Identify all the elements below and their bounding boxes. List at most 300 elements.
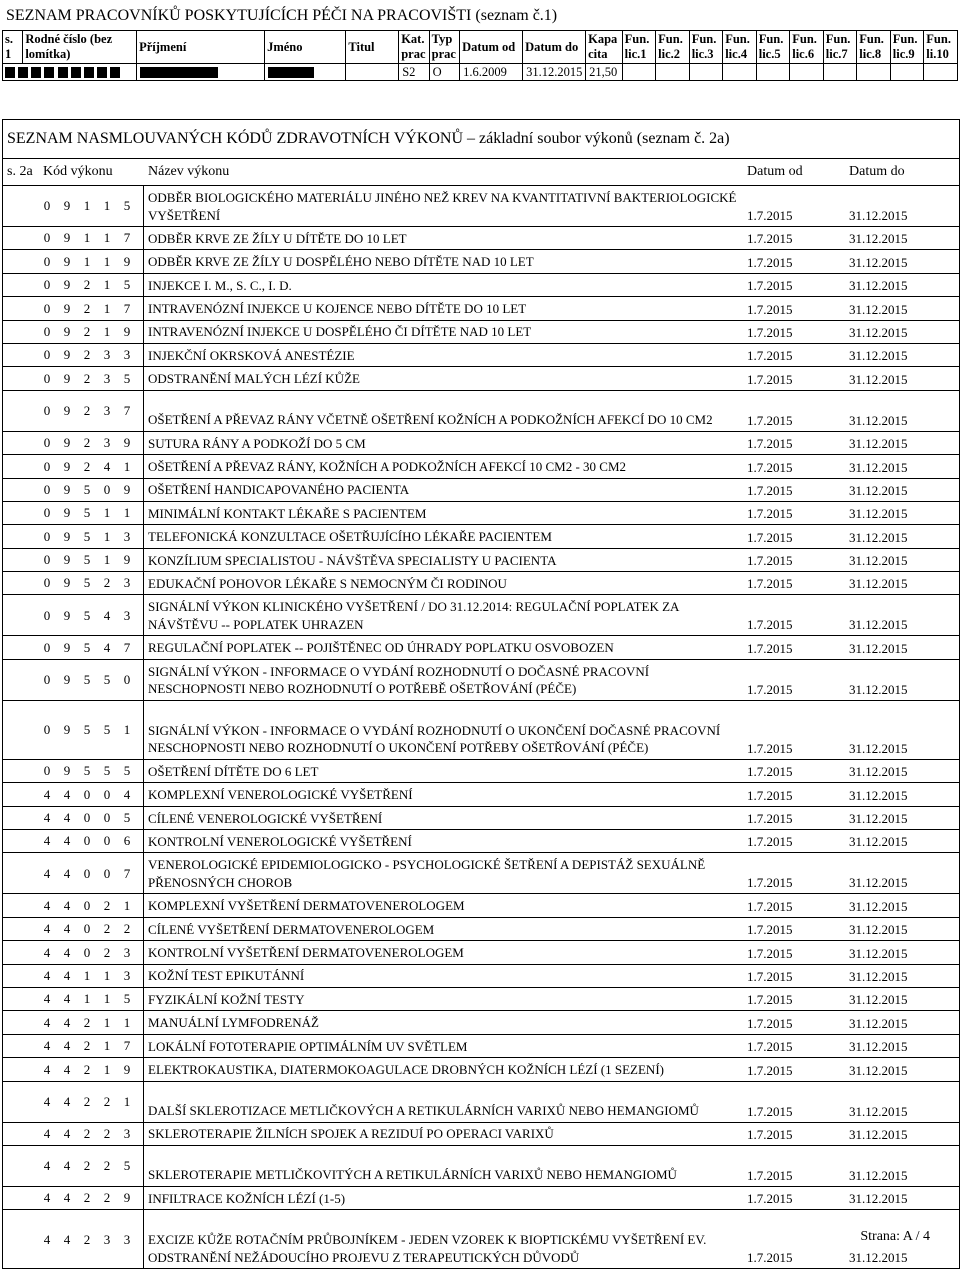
col-datum-do: Datum do [523, 31, 586, 64]
col-fun5: Fun. lic.5 [756, 31, 790, 64]
code-digit: 4 [63, 1231, 71, 1247]
procedure-name: KOŽNÍ TEST EPIKUTÁNNÍ [148, 968, 305, 984]
codes-col-kod: Kód výkonu [43, 164, 113, 179]
code-digit: 4 [63, 810, 71, 826]
code-digits [3, 371, 143, 388]
procedure-name: EDUKAČNÍ POHOVOR LÉKAŘE S NEMOCNÝM ČI RODINOU [148, 575, 507, 591]
code-digit: 1 [103, 1014, 111, 1030]
date-to: 31.12.2015 [849, 278, 908, 294]
procedure-name: CÍLENÉ VENEROLOGICKÉ VYŠETŘENÍ [148, 810, 383, 826]
date-to: 31.12.2015 [849, 1191, 908, 1207]
date-to: 31.12.2015 [849, 459, 908, 475]
code-digit: 9 [63, 300, 71, 316]
code-digit: 0 [43, 253, 51, 269]
code-row [3, 227, 959, 250]
code-digits [3, 945, 143, 962]
code-digit: 1 [83, 967, 91, 983]
kat-cell: S2 [399, 64, 429, 81]
code-digit: 9 [63, 277, 71, 293]
code-row [3, 297, 959, 320]
date-from: 1.7.2015 [747, 301, 793, 317]
code-divider [143, 1123, 144, 1145]
code-row [3, 830, 959, 853]
code-divider [143, 965, 144, 987]
procedure-name: DALŠÍ SKLEROTIZACE METLIČKOVÝCH A RETIKULÁRNÍCH VARIXŮ NEBO HEMANGIOMŮ [148, 1103, 699, 1119]
code-digits [3, 763, 143, 780]
code-digit: 2 [103, 1125, 111, 1141]
fun-cell [823, 64, 857, 81]
code-divider [143, 367, 144, 389]
procedure-name: KONTROLNÍ VYŠETŘENÍ DERMATOVENEROLOGEM [148, 945, 464, 961]
code-divider [143, 988, 144, 1010]
code-divider [143, 1146, 144, 1186]
procedure-name: ODSTRANĚNÍ MALÝCH LÉZÍ KŮŽE [148, 371, 360, 387]
code-digits [3, 1038, 143, 1055]
code-divider [143, 636, 144, 658]
date-from: 1.7.2015 [747, 640, 793, 656]
code-divider [143, 1058, 144, 1080]
code-digit: 1 [83, 991, 91, 1007]
procedure-name: LOKÁLNÍ FOTOTERAPIE OPTIMÁLNÍM UV SVĚTLEM [148, 1038, 468, 1054]
code-divider [143, 297, 144, 319]
code-digit: 5 [83, 763, 91, 779]
code-digit: 9 [63, 253, 71, 269]
code-divider [143, 660, 144, 700]
code-divider [143, 807, 144, 829]
date-to: 31.12.2015 [849, 992, 908, 1008]
code-digit: 1 [123, 1014, 131, 1030]
date-to: 31.12.2015 [849, 576, 908, 592]
code-digit: 5 [83, 552, 91, 568]
redaction-block [97, 67, 107, 78]
procedure-name: ELEKTROKAUSTIKA, DIATERMOKOAGULACE DROBNÝCH KOŽNÍCH LÉZÍ (1 SEZENÍ) [148, 1062, 664, 1078]
date-from: 1.7.2015 [747, 506, 793, 522]
date-to: 31.12.2015 [849, 412, 908, 428]
code-digit: 1 [123, 505, 131, 521]
code-digits [3, 435, 143, 452]
procedure-name: KOMPLEXNÍ VYŠETŘENÍ DERMATOVENEROLOGEM [148, 898, 465, 914]
code-digit: 3 [123, 607, 131, 623]
code-digit: 4 [43, 1093, 51, 1109]
codes-list [3, 186, 959, 1268]
date-from: 1.7.2015 [747, 922, 793, 938]
code-divider [143, 572, 144, 594]
code-digit: 0 [83, 810, 91, 826]
date-from: 1.7.2015 [747, 992, 793, 1008]
date-to: 31.12.2015 [849, 617, 908, 633]
fun-cell [756, 64, 790, 81]
date-from: 1.7.2015 [747, 553, 793, 569]
code-digit: 1 [123, 458, 131, 474]
procedure-name: CÍLENÉ VYŠETŘENÍ DERMATOVENEROLOGEM [148, 921, 435, 937]
code-digit: 4 [63, 921, 71, 937]
code-row [3, 186, 959, 227]
code-digit: 9 [123, 253, 131, 269]
code-digits [3, 277, 143, 294]
code-digit: 9 [63, 370, 71, 386]
codes-section [2, 119, 960, 1269]
code-digit: 1 [123, 722, 131, 738]
code-digit: 4 [63, 833, 71, 849]
date-to: 31.12.2015 [849, 1167, 908, 1183]
code-digit: 4 [63, 786, 71, 802]
procedure-name: INFILTRACE KOŽNÍCH LÉZÍ (1-5) [148, 1190, 346, 1206]
code-digit: 0 [43, 552, 51, 568]
date-from: 1.7.2015 [747, 740, 793, 756]
code-digit: 2 [123, 921, 131, 937]
code-divider [143, 525, 144, 547]
code-row [3, 1187, 959, 1210]
redaction-block [58, 67, 68, 78]
code-digit: 6 [123, 833, 131, 849]
code-digit: 4 [63, 967, 71, 983]
code-digit: 0 [43, 763, 51, 779]
code-row [3, 391, 959, 432]
date-from: 1.7.2015 [747, 324, 793, 340]
code-row [3, 783, 959, 806]
code-digit: 0 [43, 458, 51, 474]
code-digit: 0 [103, 865, 111, 881]
codes-header-row [3, 159, 959, 186]
staff-row [3, 64, 958, 81]
procedure-name: KONZÍLIUM SPECIALISTOU - NÁVŠTĚVA SPECIALISTY U PACIENTA [148, 552, 557, 568]
code-digit: 2 [83, 1014, 91, 1030]
code-digit: 0 [103, 786, 111, 802]
redaction-block [84, 67, 94, 78]
code-digit: 1 [103, 528, 111, 544]
code-digit: 0 [43, 230, 51, 246]
code-digit: 5 [123, 763, 131, 779]
code-divider [143, 853, 144, 893]
code-digit: 4 [43, 1190, 51, 1206]
code-digit: 4 [63, 1014, 71, 1030]
code-row [3, 760, 959, 783]
code-digit: 1 [103, 230, 111, 246]
code-digit: 5 [83, 722, 91, 738]
code-digit: 1 [83, 253, 91, 269]
code-digit: 2 [83, 1158, 91, 1174]
date-from: 1.7.2015 [747, 1015, 793, 1031]
code-digit: 2 [103, 1190, 111, 1206]
code-digit: 1 [103, 505, 111, 521]
code-digit: 9 [63, 323, 71, 339]
code-digit: 2 [83, 1038, 91, 1054]
code-divider [143, 502, 144, 524]
datum-od-cell: 1.6.2009 [460, 64, 523, 81]
code-divider [143, 186, 144, 226]
code-digits [3, 1062, 143, 1079]
code-digit: 2 [83, 347, 91, 363]
date-to: 31.12.2015 [849, 348, 908, 364]
code-divider [143, 344, 144, 366]
date-from: 1.7.2015 [747, 811, 793, 827]
code-digit: 1 [103, 1038, 111, 1054]
code-digit: 0 [83, 897, 91, 913]
code-divider [143, 1011, 144, 1033]
procedure-name: TELEFONICKÁ KONZULTACE OŠETŘUJÍCÍHO LÉKAŘE PACIENTEM [148, 529, 552, 545]
code-digit: 5 [83, 607, 91, 623]
procedure-name: SKLEROTERAPIE METLIČKOVITÝCH A RETIKULÁRNÍCH VARIXŮ NEBO HEMANGIOMŮ [148, 1167, 677, 1183]
code-digits [3, 810, 143, 827]
code-digit: 5 [83, 505, 91, 521]
code-digit: 4 [63, 1190, 71, 1206]
code-digit: 1 [83, 230, 91, 246]
code-digit: 4 [43, 1231, 51, 1247]
code-digits [3, 254, 143, 271]
code-digit: 5 [83, 481, 91, 497]
code-digit: 3 [123, 967, 131, 983]
code-divider [143, 227, 144, 249]
date-to: 31.12.2015 [849, 834, 908, 850]
procedure-name: FYZIKÁLNÍ KOŽNÍ TESTY [148, 991, 305, 1007]
col-prijmeni: Příjmení [137, 31, 265, 64]
code-digit: 4 [63, 1061, 71, 1077]
date-to: 31.12.2015 [849, 1126, 908, 1142]
date-to: 31.12.2015 [849, 764, 908, 780]
code-divider [143, 1035, 144, 1057]
code-digit: 3 [123, 1125, 131, 1141]
procedure-name: OŠETŘENÍ A PŘEVAZ RÁNY, KOŽNÍCH A PODKOŽNÍCH AFEKCÍ 10 CM2 - 30 CM2 [148, 459, 627, 475]
code-row [3, 1035, 959, 1058]
code-digits [3, 403, 143, 420]
code-digit: 4 [103, 607, 111, 623]
procedure-name: OŠETŘENÍ A PŘEVAZ RÁNY VČETNĚ OŠETŘENÍ KOŽNÍCH A PODKOŽNÍCH AFEKCÍ DO 10 CM2 [148, 412, 713, 428]
code-digit: 0 [83, 944, 91, 960]
code-digits [3, 459, 143, 476]
code-digit: 2 [83, 277, 91, 293]
procedure-name: INTRAVENÓZNÍ INJEKCE U KOJENCE NEBO DÍTĚTE DO 10 LET [148, 301, 527, 317]
date-from: 1.7.2015 [747, 1191, 793, 1207]
code-row [3, 660, 959, 701]
date-to: 31.12.2015 [849, 811, 908, 827]
procedure-name: INTRAVENÓZNÍ INJEKCE U DOSPĚLÉHO ČI DÍTĚTE NAD 10 LET [148, 324, 532, 340]
code-digit: 0 [43, 528, 51, 544]
code-digit: 5 [123, 370, 131, 386]
code-digit: 4 [43, 944, 51, 960]
codes-col-nazev: Název výkonu [148, 164, 230, 179]
procedure-name: EXCIZE KŮŽE ROTAČNÍM PRŮBOJNÍKEM - JEDEN VZOREK K BIOPTICKÉMU VYŠETŘENÍ EV. ODSTRANĚNÍ NEŽÁDOUCÍHO PROJEVU Z TERAPEUTICKÝCH DŮVODŮ [148, 1232, 707, 1265]
code-digits [3, 1190, 143, 1207]
date-from: 1.7.2015 [747, 482, 793, 498]
col-kapacita: Kapa cita [586, 31, 623, 64]
code-digits [3, 968, 143, 985]
date-to: 31.12.2015 [849, 208, 908, 223]
code-digit: 4 [43, 810, 51, 826]
date-to: 31.12.2015 [849, 506, 908, 522]
code-digit: 0 [83, 921, 91, 937]
code-row [3, 250, 959, 273]
date-to: 31.12.2015 [849, 436, 908, 452]
date-to: 31.12.2015 [849, 1039, 908, 1055]
code-digit: 4 [43, 1038, 51, 1054]
code-digit: 3 [103, 1231, 111, 1247]
date-from: 1.7.2015 [747, 1126, 793, 1142]
code-digit: 5 [103, 763, 111, 779]
code-divider [143, 1210, 144, 1268]
code-row [3, 1146, 959, 1187]
code-digit: 1 [123, 1093, 131, 1109]
code-divider [143, 549, 144, 571]
code-digits [3, 866, 143, 883]
col-fun10: Fun. li.10 [924, 31, 958, 64]
procedure-name: MINIMÁLNÍ KONTAKT LÉKAŘE S PACIENTEM [148, 505, 427, 521]
code-digit: 4 [63, 1158, 71, 1174]
code-digits [3, 1126, 143, 1143]
code-row [3, 549, 959, 572]
code-digit: 3 [103, 347, 111, 363]
code-divider [143, 918, 144, 940]
date-from: 1.7.2015 [747, 348, 793, 364]
typ-cell: O [429, 64, 459, 81]
redaction-block [44, 67, 54, 78]
code-digit: 4 [43, 833, 51, 849]
fun-cell [656, 64, 690, 81]
code-digit: 5 [123, 810, 131, 826]
col-fun6: Fun. lic.6 [790, 31, 824, 64]
code-digit: 0 [83, 865, 91, 881]
code-divider [143, 760, 144, 782]
code-digits [3, 482, 143, 499]
code-digit: 4 [43, 786, 51, 802]
date-to: 31.12.2015 [849, 1250, 908, 1266]
code-digit: 4 [63, 1093, 71, 1109]
code-digit: 1 [103, 300, 111, 316]
date-to: 31.12.2015 [849, 553, 908, 569]
procedure-name: KONTROLNÍ VENEROLOGICKÉ VYŠETŘENÍ [148, 833, 412, 849]
date-to: 31.12.2015 [849, 640, 908, 656]
code-digit: 0 [43, 198, 51, 214]
date-from: 1.7.2015 [747, 764, 793, 780]
date-from: 1.7.2015 [747, 681, 793, 697]
code-digit: 5 [103, 722, 111, 738]
code-digit: 1 [83, 198, 91, 214]
code-divider [143, 1082, 144, 1122]
code-digit: 9 [63, 198, 71, 214]
date-from: 1.7.2015 [747, 529, 793, 545]
code-digit: 9 [63, 481, 71, 497]
code-digit: 9 [63, 552, 71, 568]
date-from: 1.7.2015 [747, 945, 793, 961]
code-digits [3, 898, 143, 915]
procedure-name: OŠETŘENÍ HANDICAPOVANÉHO PACIENTA [148, 482, 410, 498]
code-digit: 0 [43, 481, 51, 497]
code-digit: 2 [83, 1093, 91, 1109]
codes-col-sn: s. 2a [7, 164, 33, 179]
code-digits [3, 324, 143, 341]
date-to: 31.12.2015 [849, 1062, 908, 1078]
code-digits [3, 575, 143, 592]
code-digit: 2 [103, 575, 111, 591]
code-digit: 5 [83, 672, 91, 688]
code-divider [143, 455, 144, 477]
procedure-name: SKLEROTERAPIE ŽILNÍCH SPOJEK A REZIDUÍ PO OPERACI VARIXŮ [148, 1126, 554, 1142]
date-from: 1.7.2015 [747, 254, 793, 270]
code-digit: 2 [83, 323, 91, 339]
code-digit: 4 [103, 458, 111, 474]
code-digits [3, 833, 143, 850]
date-to: 31.12.2015 [849, 922, 908, 938]
col-fun1: Fun. lic.1 [622, 31, 656, 64]
code-digits [3, 552, 143, 569]
col-rodne-cislo: Rodné číslo (bez lomítka) [23, 31, 137, 64]
code-divider [143, 321, 144, 343]
col-datum-od: Datum od [460, 31, 523, 64]
code-digit: 0 [83, 786, 91, 802]
code-digit: 0 [43, 402, 51, 418]
code-digit: 4 [63, 1125, 71, 1141]
code-divider [143, 391, 144, 431]
fun-cell [622, 64, 656, 81]
code-digit: 2 [103, 944, 111, 960]
redacted-surname-cell [137, 64, 265, 81]
code-digits [3, 529, 143, 546]
code-digit: 0 [43, 722, 51, 738]
procedure-name: ODBĚR BIOLOGICKÉHO MATERIÁLU JINÉHO NEŽ KREV NA KVANTITATIVNÍ BAKTERIOLOGICKÉ VYŠETŘENÍ [148, 190, 737, 223]
code-digits [3, 1158, 143, 1175]
code-divider [143, 701, 144, 759]
col-kat: Kat. prac [399, 31, 429, 64]
code-digit: 1 [103, 991, 111, 1007]
code-digit: 7 [123, 300, 131, 316]
procedure-name: ODBĚR KRVE ZE ŽÍLY U DÍTĚTE DO 10 LET [148, 230, 407, 246]
date-from: 1.7.2015 [747, 787, 793, 803]
code-digit: 4 [63, 1038, 71, 1054]
code-digit: 0 [43, 505, 51, 521]
code-divider [143, 894, 144, 916]
fun-cell [890, 64, 924, 81]
code-digit: 1 [103, 198, 111, 214]
code-digit: 4 [43, 865, 51, 881]
code-row [3, 572, 959, 595]
code-digits [3, 640, 143, 657]
redacted-firstname-cell [265, 64, 346, 81]
date-from: 1.7.2015 [747, 459, 793, 475]
code-digit: 2 [83, 458, 91, 474]
code-digit: 3 [123, 347, 131, 363]
titul-cell [346, 64, 399, 81]
code-digit: 0 [43, 435, 51, 451]
date-from: 1.7.2015 [747, 231, 793, 247]
col-titul: Titul [346, 31, 399, 64]
date-to: 31.12.2015 [849, 875, 908, 891]
code-digits [3, 198, 143, 215]
kapacita-cell: 21,50 [586, 64, 623, 81]
date-to: 31.12.2015 [849, 482, 908, 498]
fun-cell [857, 64, 891, 81]
fun-cell [723, 64, 757, 81]
code-row [3, 525, 959, 548]
redaction-block [110, 67, 120, 78]
code-digit: 4 [63, 897, 71, 913]
code-digit: 9 [63, 575, 71, 591]
code-digit: 4 [43, 1061, 51, 1077]
code-divider [143, 830, 144, 852]
date-from: 1.7.2015 [747, 834, 793, 850]
code-digit: 2 [83, 1061, 91, 1077]
code-digit: 4 [43, 921, 51, 937]
code-divider [143, 479, 144, 501]
date-to: 31.12.2015 [849, 1015, 908, 1031]
code-digits [3, 991, 143, 1008]
code-digit: 5 [123, 198, 131, 214]
date-from: 1.7.2015 [747, 436, 793, 452]
datum-do-cell: 31.12.2015 [523, 64, 586, 81]
code-divider [143, 941, 144, 963]
page-number: Strana: A / 4 [860, 1229, 930, 1244]
redaction-block [71, 67, 81, 78]
col-fun2: Fun. lic.2 [656, 31, 690, 64]
code-digit: 4 [43, 897, 51, 913]
